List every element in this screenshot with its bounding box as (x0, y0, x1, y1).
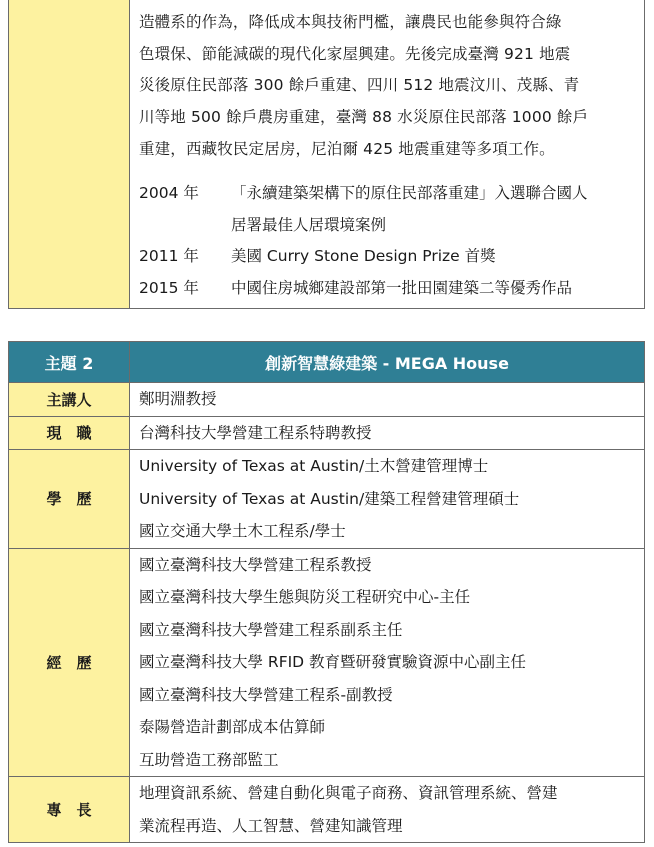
education-item: University of Texas at Austin/建築工程營建管理碩士 (139, 489, 520, 508)
education-label: 學 歷 (9, 450, 130, 549)
education-row (9, 450, 645, 549)
education-item: 國立交通大學土木工程系/學士 (139, 522, 346, 540)
award-entry (139, 241, 644, 273)
experience-item: 國立臺灣科技大學營建工程系教授 (139, 555, 372, 574)
award-entry (139, 273, 644, 305)
experience-item: 泰陽營造計劃部成本估算師 (139, 718, 326, 736)
speaker-label: 主講人 (9, 383, 130, 417)
experience-item: 國立臺灣科技大學生態與防災工程研究中心-主任 (139, 588, 471, 606)
expertise-item: 地理資訊系統、營建自動化與電子商務、資訊管理系統、營建 (139, 784, 558, 802)
award-text-continued: 居署最佳人居環境案例 (231, 215, 387, 234)
experience-item: 國立臺灣科技大學 RFID 教育暨研發實驗資源中心副主任 (139, 653, 527, 671)
topic2-header-row (9, 342, 645, 383)
award-text: 美國 Curry Stone Design Prize 首獎 (231, 247, 496, 266)
bio-paragraph-line: 災後原住民部落 300 餘戶重建、四川 512 地震汶川、茂縣、青 (139, 76, 580, 95)
position-row (9, 416, 645, 450)
expertise-row (9, 777, 645, 843)
experience-row (9, 548, 645, 777)
bio-paragraph-line: 重建，西藏牧民定居房，尼泊爾 425 地震重建等多項工作。 (139, 139, 555, 158)
award-year: 2015 年 (139, 278, 199, 297)
topic2-table (8, 341, 645, 843)
award-text: 中國住房城鄉建設部第一批田園建築二等優秀作品 (231, 278, 573, 297)
experience-item: 國立臺灣科技大學營建工程系-副教授 (139, 685, 393, 704)
position-value: 台灣科技大學營建工程系特聘教授 (139, 423, 372, 442)
experience-item: 互助營造工務部監工 (139, 750, 279, 769)
speaker-row (9, 383, 645, 417)
speaker-name: 鄭明淵教授 (139, 390, 217, 408)
position-label: 現 職 (9, 416, 130, 450)
award-entry (139, 178, 644, 210)
award-text: 「永續建築架構下的原住民部落重建」入選聯合國人 (231, 184, 588, 203)
bio-paragraph-line: 川等地 500 餘戶農房重建，臺灣 88 水災原住民部落 1000 餘戶 (139, 108, 589, 127)
expertise-item: 業流程再造、人工智慧、營建知識管理 (139, 816, 403, 835)
education-item: University of Texas at Austin/土木營建管理博士 (139, 457, 489, 475)
experience-item: 國立臺灣科技大學營建工程系副系主任 (139, 620, 403, 639)
previous-bio-table (8, 0, 645, 309)
award-year: 2004 年 (139, 184, 199, 203)
bio-paragraph-line: 色環保、節能減碳的現代化家屋興建。先後完成臺灣 921 地震 (139, 44, 571, 63)
experience-label: 經 歷 (9, 548, 130, 777)
expertise-label: 專 長 (9, 777, 130, 843)
bio-paragraph-line: 造體系的作為，降低成本與技術門檻，讓農民也能參與符合綠 (139, 13, 562, 31)
topic-title: 創新智慧綠建築 - MEGA House (130, 342, 645, 383)
topic-number-label: 主題 2 (9, 342, 130, 383)
bio-label-cell (9, 0, 130, 309)
award-year: 2011 年 (139, 247, 199, 266)
bio-content-cell (130, 0, 645, 309)
